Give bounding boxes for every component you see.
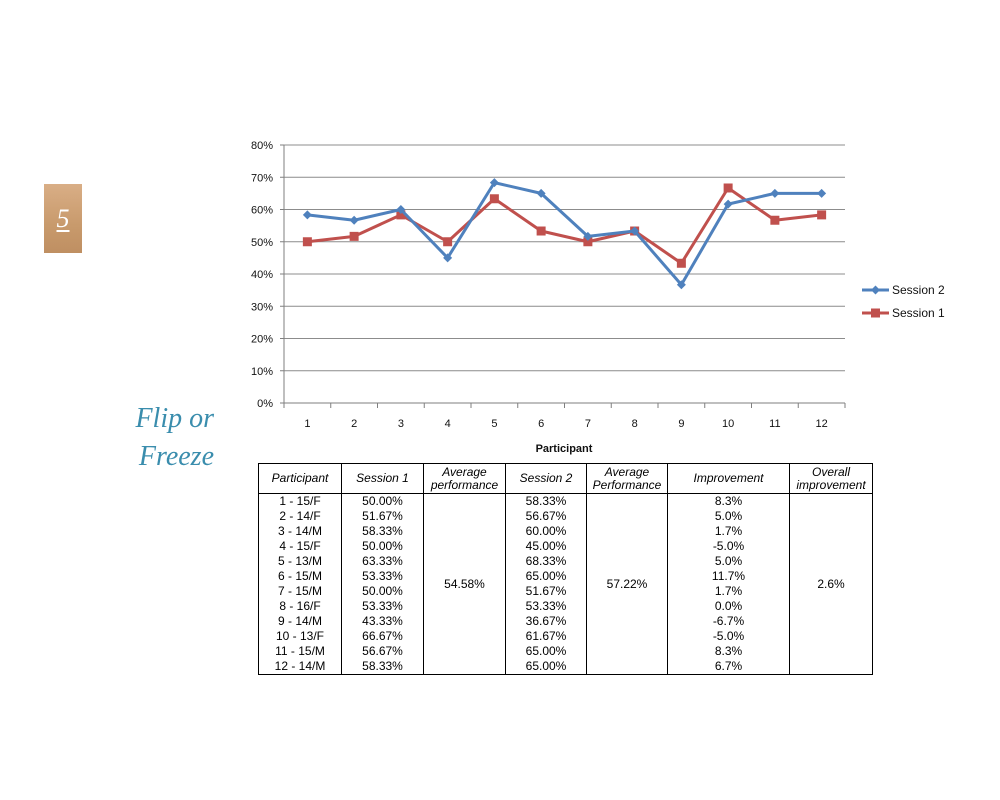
cell-improvement: 8.3% [668, 644, 790, 659]
cell-participant: 6 - 15/M [259, 569, 342, 584]
x-tick-label: 4 [444, 418, 451, 430]
cell-session-2: 58.33% [506, 494, 587, 510]
cell-session-1: 50.00% [342, 584, 424, 599]
cell-session-2: 65.00% [506, 569, 587, 584]
slide-title-line-2: Freeze [138, 441, 214, 472]
cell-participant: 7 - 15/M [259, 584, 342, 599]
y-tick-label: 10% [250, 365, 273, 378]
cell-participant: 5 - 13/M [259, 554, 342, 569]
header-average-1: Average performance [424, 464, 506, 494]
cell-session-2: 61.67% [506, 629, 587, 644]
cell-participant: 2 - 14/F [259, 509, 342, 524]
cell-participant: 1 - 15/F [259, 494, 342, 510]
series-session-2 [303, 178, 826, 289]
cell-session-2: 53.33% [506, 599, 587, 614]
data-point [350, 216, 359, 225]
cell-session-1: 56.67% [342, 644, 424, 659]
table-header-row [259, 464, 873, 494]
table-row [259, 584, 873, 599]
cell-session-2: 51.67% [506, 584, 587, 599]
chart-series [303, 178, 826, 289]
cell-session-1: 50.00% [342, 494, 424, 510]
table-row [259, 629, 873, 644]
table-row [259, 614, 873, 629]
y-tick-label: 50% [250, 236, 273, 249]
legend-label: Session 1 [892, 306, 945, 320]
data-point [817, 189, 826, 198]
cell-session-1: 53.33% [342, 599, 424, 614]
x-tick-label: 12 [815, 418, 828, 430]
cell-session-2: 60.00% [506, 524, 587, 539]
x-tick-label: 10 [722, 418, 735, 430]
data-point [770, 216, 779, 225]
y-tick-label: 20% [250, 333, 273, 346]
table-body [259, 494, 873, 675]
cell-session-1: 43.33% [342, 614, 424, 629]
slide-title-line-1: Flip or [135, 403, 214, 434]
cell-improvement: -5.0% [668, 539, 790, 554]
x-tick-label: 8 [631, 418, 638, 430]
table-row [259, 494, 873, 510]
cell-session-2: 65.00% [506, 644, 587, 659]
legend-item-session-1 [862, 306, 945, 320]
cell-improvement: 11.7% [668, 569, 790, 584]
cell-improvement: 5.0% [668, 554, 790, 569]
cell-session-1: 50.00% [342, 539, 424, 554]
header-average-2: Average Performance [587, 464, 668, 494]
data-point [677, 259, 686, 268]
cell-session-2: 65.00% [506, 659, 587, 675]
y-tick-label: 0% [257, 398, 273, 410]
table-row [259, 509, 873, 524]
x-tick-label: 9 [678, 418, 685, 430]
header-improvement: Improvement [668, 464, 790, 494]
x-axis-title: Participant [535, 443, 593, 455]
series-session-1 [303, 183, 826, 267]
cell-participant: 12 - 14/M [259, 659, 342, 675]
cell-session-2: 56.67% [506, 509, 587, 524]
cell-session-1: 63.33% [342, 554, 424, 569]
x-tick-label: 7 [584, 418, 591, 430]
table-row [259, 539, 873, 554]
cell-improvement: 1.7% [668, 584, 790, 599]
x-axis [284, 145, 845, 430]
data-point [490, 194, 499, 203]
cell-session-1: 66.67% [342, 629, 424, 644]
cell-participant: 9 - 14/M [259, 614, 342, 629]
slide-number: 5 [56, 203, 70, 233]
table-row [259, 554, 873, 569]
cell-improvement: -5.0% [668, 629, 790, 644]
y-tick-label: 70% [250, 172, 273, 185]
x-tick-label: 2 [351, 418, 358, 430]
y-tick-label: 80% [250, 140, 273, 152]
results-table [258, 463, 873, 675]
legend-marker [871, 286, 880, 295]
data-point [303, 210, 312, 219]
header-overall: Overall improvement [790, 464, 873, 494]
y-tick-label: 40% [250, 269, 273, 281]
y-axis-ticks [251, 140, 284, 410]
header-participant: Participant [259, 464, 342, 494]
cell-session-1: 58.33% [342, 659, 424, 675]
data-point [770, 189, 779, 198]
cell-participant: 3 - 14/M [259, 524, 342, 539]
x-tick-label: 3 [397, 418, 404, 430]
cell-improvement: 0.0% [668, 599, 790, 614]
legend-label: Session 2 [892, 283, 945, 297]
y-tick-label: 60% [250, 204, 273, 217]
table-row [259, 599, 873, 614]
data-point [350, 232, 359, 241]
cell-session-2: 45.00% [506, 539, 587, 554]
table-row [259, 569, 873, 584]
cell-session-1: 58.33% [342, 524, 424, 539]
x-tick-label: 5 [491, 418, 498, 430]
cell-session-2: 36.67% [506, 614, 587, 629]
data-point [303, 237, 312, 246]
cell-improvement: -6.7% [668, 614, 790, 629]
table-row [259, 524, 873, 539]
data-point [537, 227, 546, 236]
cell-participant: 11 - 15/M [259, 644, 342, 659]
y-tick-label: 30% [250, 301, 273, 314]
cell-session-1: 51.67% [342, 509, 424, 524]
cell-improvement: 1.7% [668, 524, 790, 539]
cell-average-1: 54.58% [424, 494, 506, 675]
header-session-1: Session 1 [342, 464, 424, 494]
data-point [443, 237, 452, 246]
cell-improvement: 5.0% [668, 509, 790, 524]
x-tick-label: 11 [769, 418, 781, 430]
chart-gridlines [284, 145, 845, 403]
header-session-2: Session 2 [506, 464, 587, 494]
cell-average-2: 57.22% [587, 494, 668, 675]
data-point [724, 183, 733, 192]
cell-overall: 2.6% [790, 494, 873, 675]
x-tick-label: 6 [538, 418, 545, 430]
cell-session-1: 53.33% [342, 569, 424, 584]
data-point [817, 210, 826, 219]
table-row [259, 644, 873, 659]
table-row [259, 659, 873, 675]
cell-improvement: 6.7% [668, 659, 790, 675]
legend-item-session-2 [862, 283, 945, 297]
cell-session-2: 68.33% [506, 554, 587, 569]
x-tick-label: 1 [304, 418, 311, 430]
cell-participant: 4 - 15/F [259, 539, 342, 554]
legend-marker [871, 309, 880, 318]
chart-legend [862, 283, 945, 320]
cell-improvement: 8.3% [668, 494, 790, 510]
cell-participant: 10 - 13/F [259, 629, 342, 644]
cell-participant: 8 - 16/F [259, 599, 342, 614]
